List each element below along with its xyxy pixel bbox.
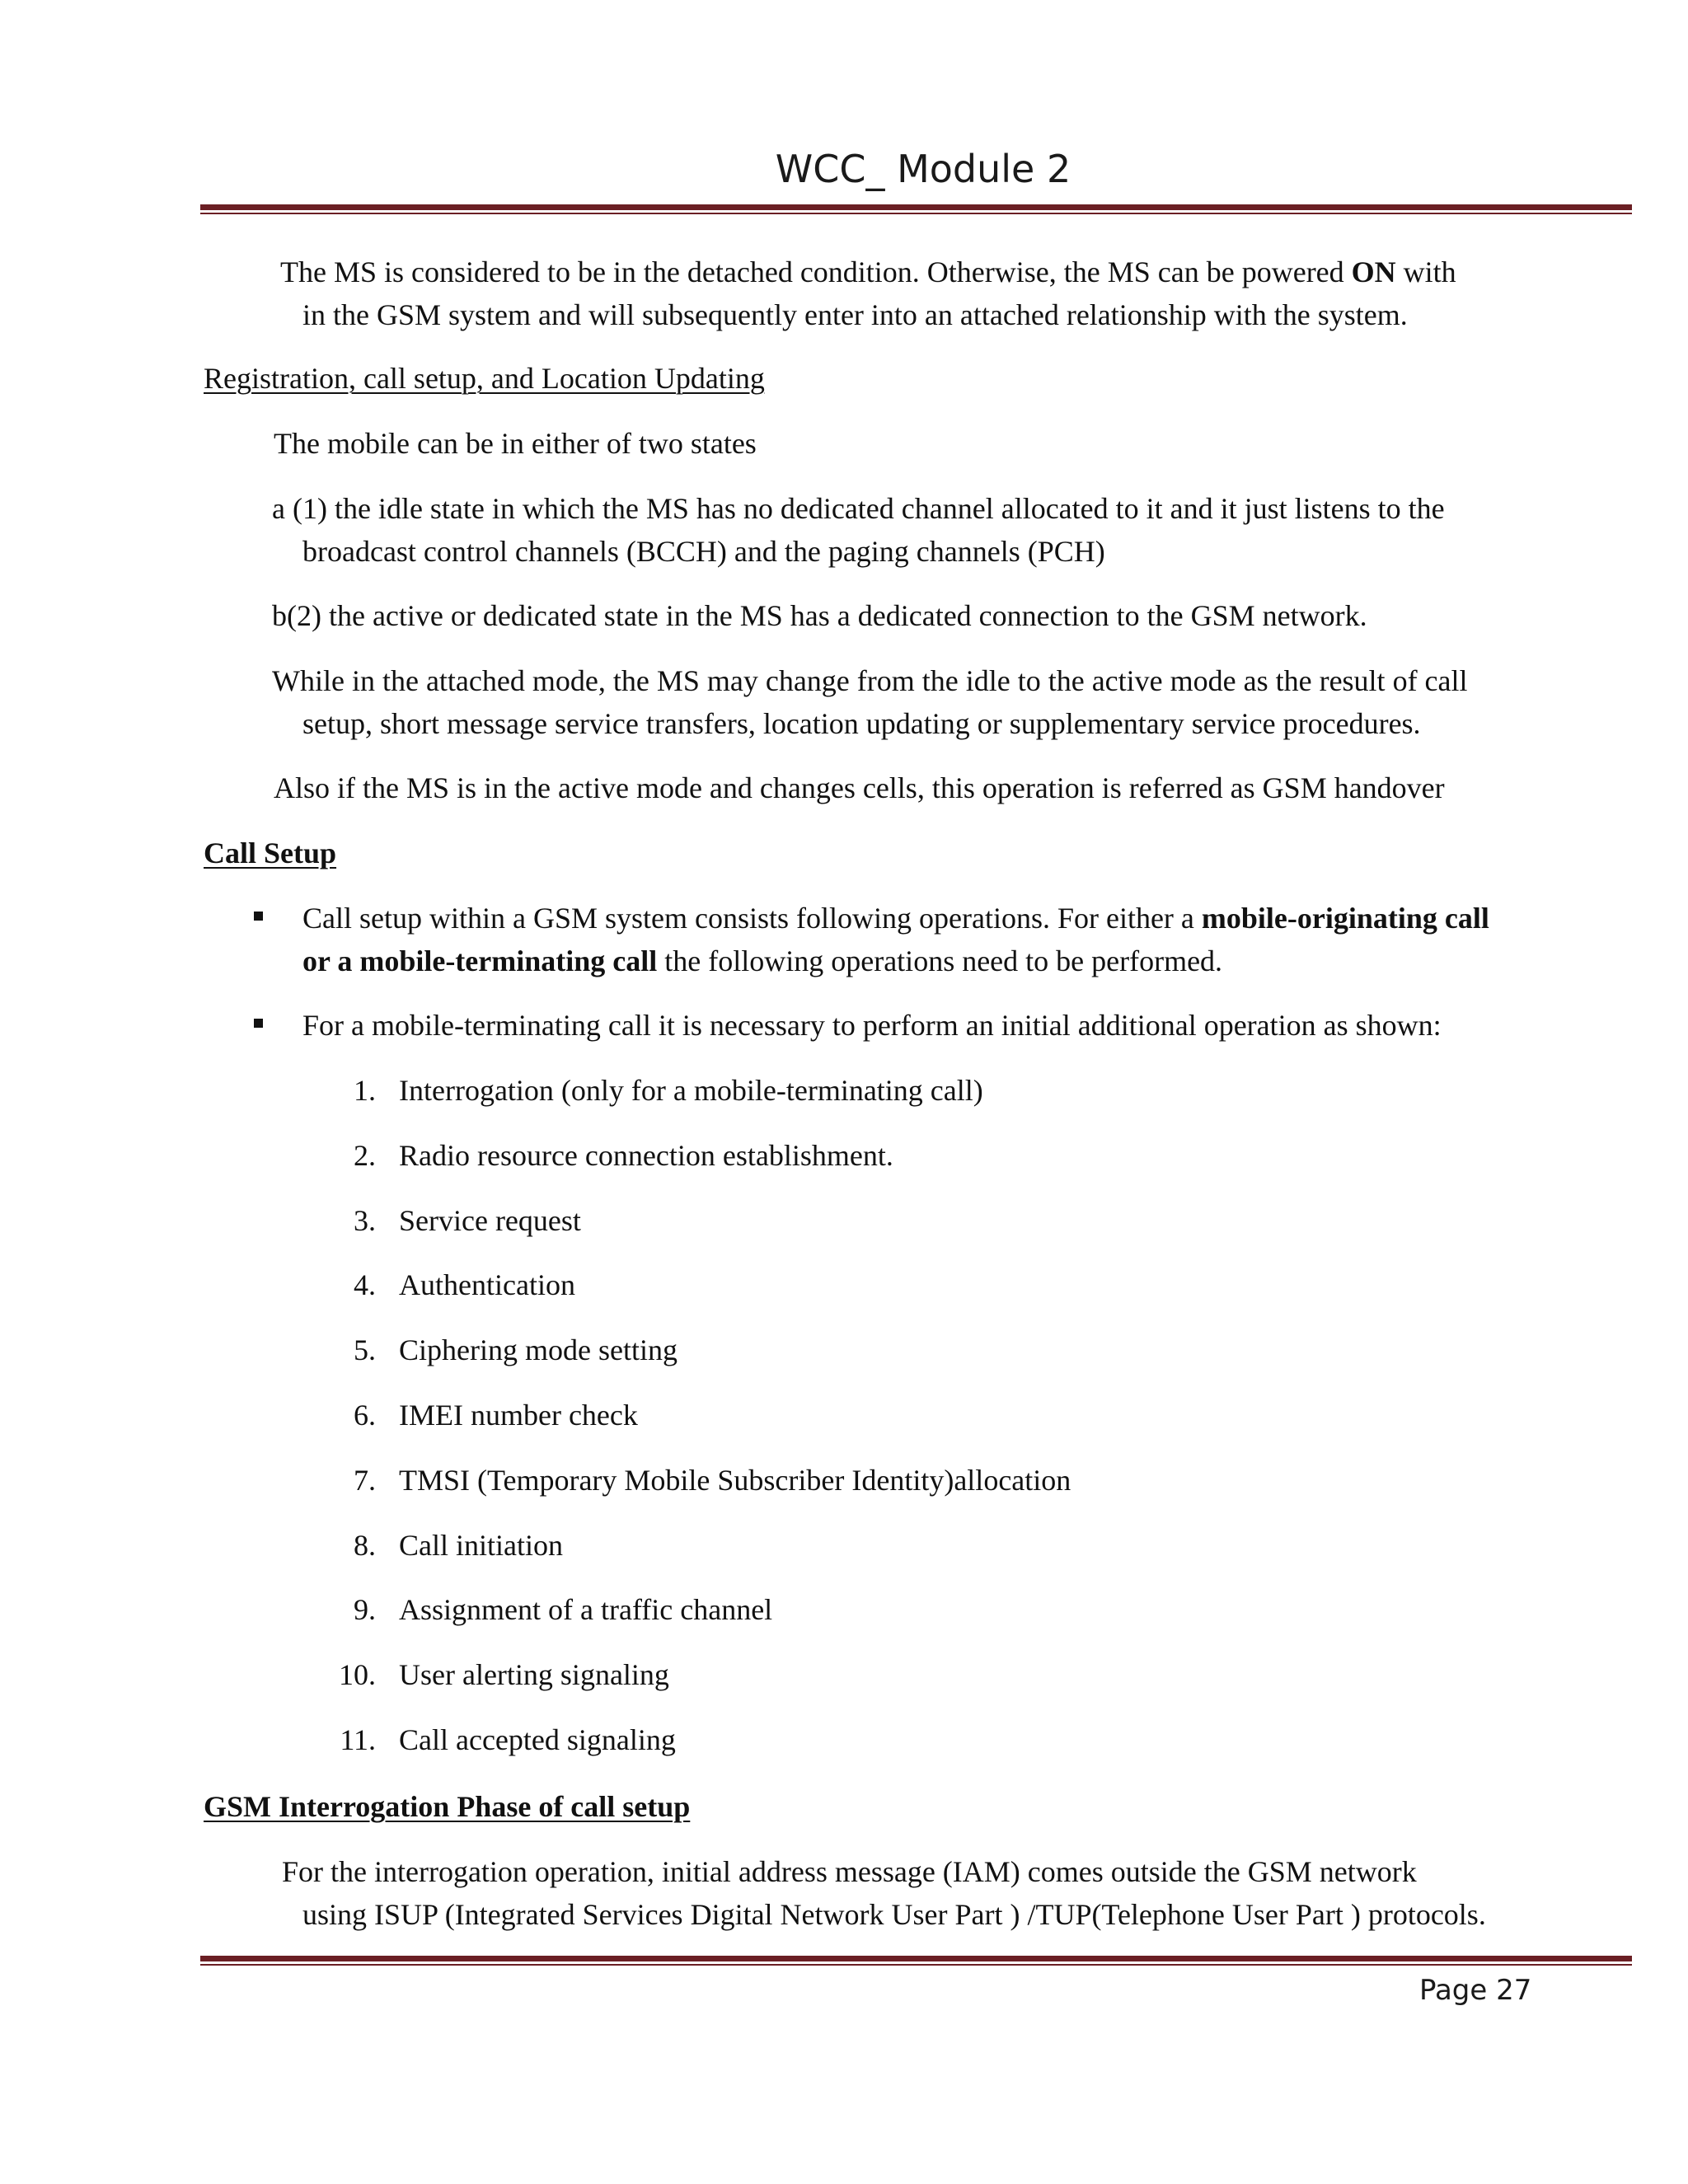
step-text: Radio resource connection establishment. bbox=[399, 1139, 893, 1172]
step-text: User alerting signaling bbox=[399, 1658, 669, 1691]
step-number: 8. bbox=[354, 1529, 376, 1562]
bullet-1-line-1: Call setup within a GSM system consists following operations. For either a mobile-originating call bbox=[302, 902, 1489, 935]
bullet-marker-1 bbox=[254, 912, 263, 921]
bullet-marker-2 bbox=[254, 1019, 263, 1028]
step-text: Call initiation bbox=[399, 1529, 563, 1562]
states-intro: The mobile can be in either of two states bbox=[274, 427, 757, 460]
state-b: b(2) the active or dedicated state in the MS has a dedicated connection to the GSM network. bbox=[272, 599, 1367, 632]
header-rule bbox=[200, 204, 1632, 214]
interrogation-heading: GSM Interrogation Phase of call setup bbox=[204, 1790, 691, 1823]
attached-line-2: setup, short message service transfers, location updating or supplementary service procedures. bbox=[302, 707, 1421, 740]
step-number: 4. bbox=[354, 1268, 376, 1301]
handover-sentence: Also if the MS is in the active mode and changes cells, this operation is referred as GSM handover bbox=[274, 771, 1445, 804]
intro-line-2: in the GSM system and will subsequently enter into an attached relationship with the system. bbox=[302, 298, 1408, 331]
step-number: 3. bbox=[354, 1204, 376, 1237]
bullet-2: For a mobile-terminating call it is necessary to perform an initial additional operation as shown: bbox=[302, 1009, 1442, 1042]
state-a-line-1: a (1) the idle state in which the MS has no dedicated channel allocated to it and it just listens to the bbox=[272, 492, 1445, 525]
step-text: Service request bbox=[399, 1204, 581, 1237]
bullet-1-line-2: or a mobile-terminating call the following operations need to be performed. bbox=[302, 944, 1223, 977]
step-number: 1. bbox=[354, 1074, 376, 1107]
intro-on-bold: ON bbox=[1351, 255, 1396, 288]
page-header-title: WCC_ Module 2 bbox=[775, 147, 1071, 191]
intro-line-1: The MS is considered to be in the detached condition. Otherwise, the MS can be powered ON with bbox=[280, 255, 1456, 288]
registration-heading: Registration, call setup, and Location Updating bbox=[204, 362, 765, 395]
footer-rule bbox=[200, 1956, 1632, 1966]
step-number: 2. bbox=[354, 1139, 376, 1172]
step-number: 7. bbox=[354, 1464, 376, 1497]
page-number: Page 27 bbox=[1419, 1974, 1532, 2007]
step-text: Interrogation (only for a mobile-terminating call) bbox=[399, 1074, 983, 1107]
step-number: 5. bbox=[354, 1333, 376, 1366]
call-setup-heading: Call Setup bbox=[204, 837, 337, 869]
step-text: Call accepted signaling bbox=[399, 1723, 676, 1756]
step-number: 10. bbox=[339, 1658, 376, 1691]
step-text: IMEI number check bbox=[399, 1399, 638, 1432]
state-a-line-2: broadcast control channels (BCCH) and the paging channels (PCH) bbox=[302, 535, 1105, 568]
step-text: TMSI (Temporary Mobile Subscriber Identity)allocation bbox=[399, 1464, 1071, 1497]
step-text: Authentication bbox=[399, 1268, 575, 1301]
step-number: 11. bbox=[340, 1723, 376, 1756]
interrogation-line-2: using ISUP (Integrated Services Digital Network User Part ) /TUP(Telephone User Part ) protocols. bbox=[302, 1898, 1486, 1931]
step-number: 9. bbox=[354, 1593, 376, 1626]
step-text: Assignment of a traffic channel bbox=[399, 1593, 773, 1626]
step-text: Ciphering mode setting bbox=[399, 1333, 678, 1366]
interrogation-line-1: For the interrogation operation, initial address message (IAM) comes outside the GSM network bbox=[282, 1855, 1417, 1888]
step-number: 6. bbox=[354, 1399, 376, 1432]
attached-line-1: While in the attached mode, the MS may change from the idle to the active mode as the result of call bbox=[272, 664, 1468, 697]
